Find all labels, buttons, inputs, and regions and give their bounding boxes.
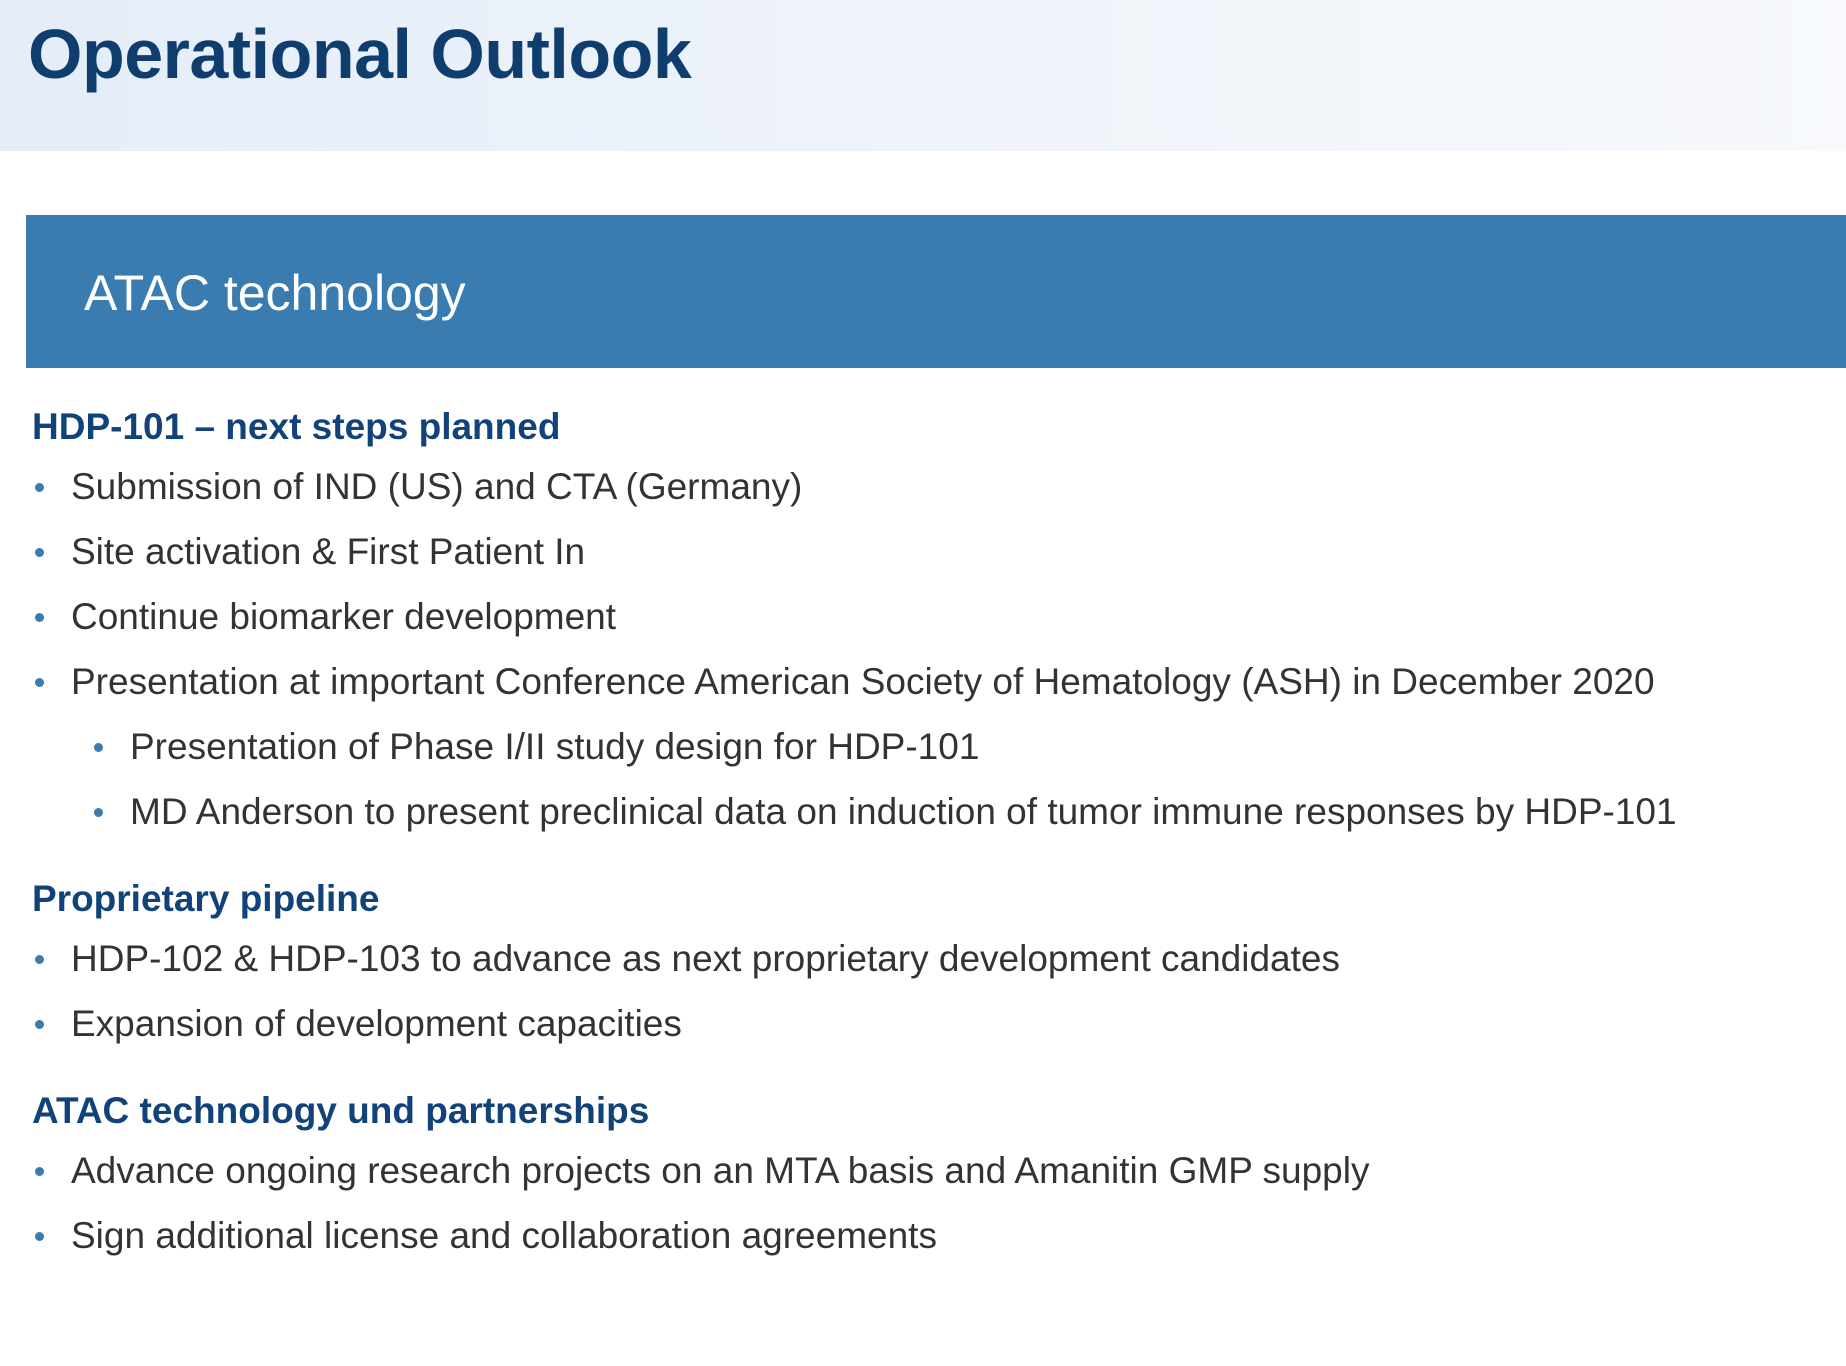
- page-title: Operational Outlook: [28, 15, 692, 93]
- section-banner: [26, 215, 1846, 368]
- sub-list-item: Presentation of Phase I/II study design for HDP-101: [32, 714, 1832, 779]
- slide-content: [32, 400, 1832, 1268]
- bullet-list: [32, 926, 1832, 1056]
- group-hdp-101: [32, 400, 1832, 844]
- list-item: Site activation & First Patient In: [32, 519, 1832, 584]
- group-proprietary-pipeline: [32, 872, 1832, 1056]
- group-heading: HDP-101 – next steps planned: [32, 406, 561, 447]
- group-atac-partnerships: [32, 1084, 1832, 1268]
- bullet-list: [32, 454, 1832, 844]
- group-heading: Proprietary pipeline: [32, 878, 380, 919]
- list-item: Presentation at important Conference American Society of Hematology (ASH) in December 2020: [32, 649, 1832, 714]
- list-item: Sign additional license and collaboration agreements: [32, 1203, 1832, 1268]
- list-item: Continue biomarker development: [32, 584, 1832, 649]
- list-item: Expansion of development capacities: [32, 991, 1832, 1056]
- list-item: HDP-102 & HDP-103 to advance as next proprietary development candidates: [32, 926, 1832, 991]
- list-item: Advance ongoing research projects on an MTA basis and Amanitin GMP supply: [32, 1138, 1832, 1203]
- list-item: Submission of IND (US) and CTA (Germany): [32, 454, 1832, 519]
- header-band: [0, 0, 1846, 151]
- sub-list-item: MD Anderson to present preclinical data on induction of tumor immune responses by HDP-101: [32, 779, 1832, 844]
- group-heading: ATAC technology und partnerships: [32, 1090, 650, 1131]
- bullet-list: [32, 1138, 1832, 1268]
- section-banner-title: ATAC technology: [84, 265, 466, 321]
